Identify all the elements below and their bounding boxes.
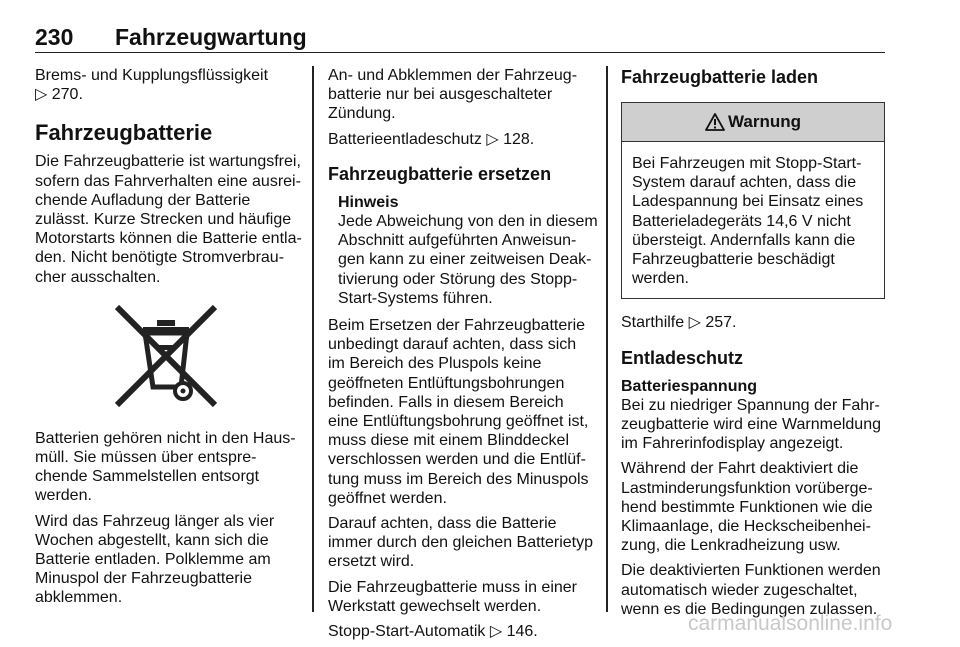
page-number: 230	[35, 24, 74, 50]
hint-block: Hinweis Jede Abweichung von den in diesem Abschnitt aufgeführten Anweisun- gen kann zu einer zeitweisen Deak- tivierung oder Störung des Stopp- Start-Systems führen.	[338, 193, 598, 307]
page-header	[35, 22, 885, 53]
paragraph-reactivation: Die deaktivierten Funktionen werden automatisch wieder zugeschaltet, wenn es die Bedingungen zulassen.	[621, 562, 881, 618]
page-reference-link[interactable]: ▷ 270.	[35, 86, 83, 104]
heading-battery-replace: Fahrzeugbatterie ersetzen	[328, 163, 552, 184]
column-3	[621, 66, 885, 625]
crossed-out-wheelie-bin-icon	[113, 305, 219, 409]
warning-header	[622, 103, 884, 142]
warning-box	[621, 102, 885, 299]
page-reference-link[interactable]: Batterieentladeschutz ▷ 128.	[328, 130, 535, 148]
page-title: Fahrzeugwartung	[115, 24, 307, 50]
watermark: carmanualsonline.info	[688, 612, 893, 635]
heading-fahrzeugbatterie: Fahrzeugbatterie	[35, 120, 213, 146]
paragraph-battery-type: Darauf achten, dass die Batterie immer durch den gleichen Batterietyp ersetzt wird.	[328, 515, 594, 571]
hint-title: Hinweis	[338, 193, 399, 211]
paragraph-low-voltage: Bei zu niedriger Spannung der Fahr- zeugbatterie wird eine Warnmeldung im Fahrerinfodisplay angezeigt.	[621, 396, 881, 453]
paragraph-vent-holes: Beim Ersetzen der Fahrzeugbatterie unbedingt darauf achten, dass sich im Bereich des Pluspols keine geöffneten Entlüftungsbohrungen befinden. Falls in diesem Bereich eine Entlüftungsbohrung geöffnet ist, muss diese mit einem Blinddeckel verschlossen werden und die Entlüf- tung muss im Bereich des Minuspols geöffnet werden.	[328, 317, 589, 507]
paragraph-maintenance-free: Die Fahrzeugbatterie ist wartungsfrei, sofern das Fahrverhalten eine ausrei- chende Aufladung der Batterie zulässt. Kurze Strecken und häufige Motorstarts können die Batterie entla- den. Nicht benötigte Stromverbrau- cher ausschalten.	[35, 153, 302, 286]
paragraph-disposal: Batterien gehören nicht in den Haus- müll. Sie müssen über entspre- chende Sammelstellen entsorgt werden.	[35, 429, 296, 505]
page-reference-link[interactable]: Starthilfe ▷ 257.	[621, 314, 737, 332]
paragraph-workshop: Die Fahrzeugbatterie muss in einer Werkstatt gewechselt werden.	[328, 578, 578, 615]
warning-body: Bei Fahrzeugen mit Stopp-Start- System darauf achten, dass die Ladespannung bei Einsatz eines Batterieladegeräts 14,6 V nicht übersteigt. Andernfalls kann die Fahrzeugbatterie beschädigt werden.	[632, 155, 864, 288]
paragraph-load-reduction: Während der Fahrt deaktiviert die Lastminderungsfunktion vorüberge- hend bestimmte Funktionen wie die Klimaanlage, die Heckscheibenhei- zung, die Lenkradheizung usw.	[621, 460, 873, 555]
warning-triangle-icon	[705, 113, 725, 131]
intro-paragraph: Brems- und Kupplungsflüssigkeit ▷ 270.	[35, 66, 297, 104]
column-2	[328, 66, 598, 647]
heading-discharge-protection: Entladeschutz	[621, 347, 744, 368]
column-divider-1	[312, 66, 314, 612]
warning-title: Warnung	[727, 112, 802, 132]
column-1	[35, 66, 302, 614]
heading-battery-charge: Fahrzeugbatterie laden	[621, 67, 819, 87]
column-divider-2	[606, 66, 608, 612]
page-reference-link[interactable]: Stopp-Start-Automatik ▷ 146.	[328, 623, 538, 641]
paragraph-storage: Wird das Fahrzeug länger als vier Wochen abgestellt, kann sich die Batterie entladen. Polklemme am Minuspol der Fahrzeugbatterie abklemmen.	[35, 512, 275, 607]
subheading-battery-voltage: Batteriespannung	[621, 377, 758, 395]
paragraph-ignition: An- und Abklemmen der Fahrzeug- batterie nur bei ausgeschalteter Zündung.	[328, 67, 578, 123]
